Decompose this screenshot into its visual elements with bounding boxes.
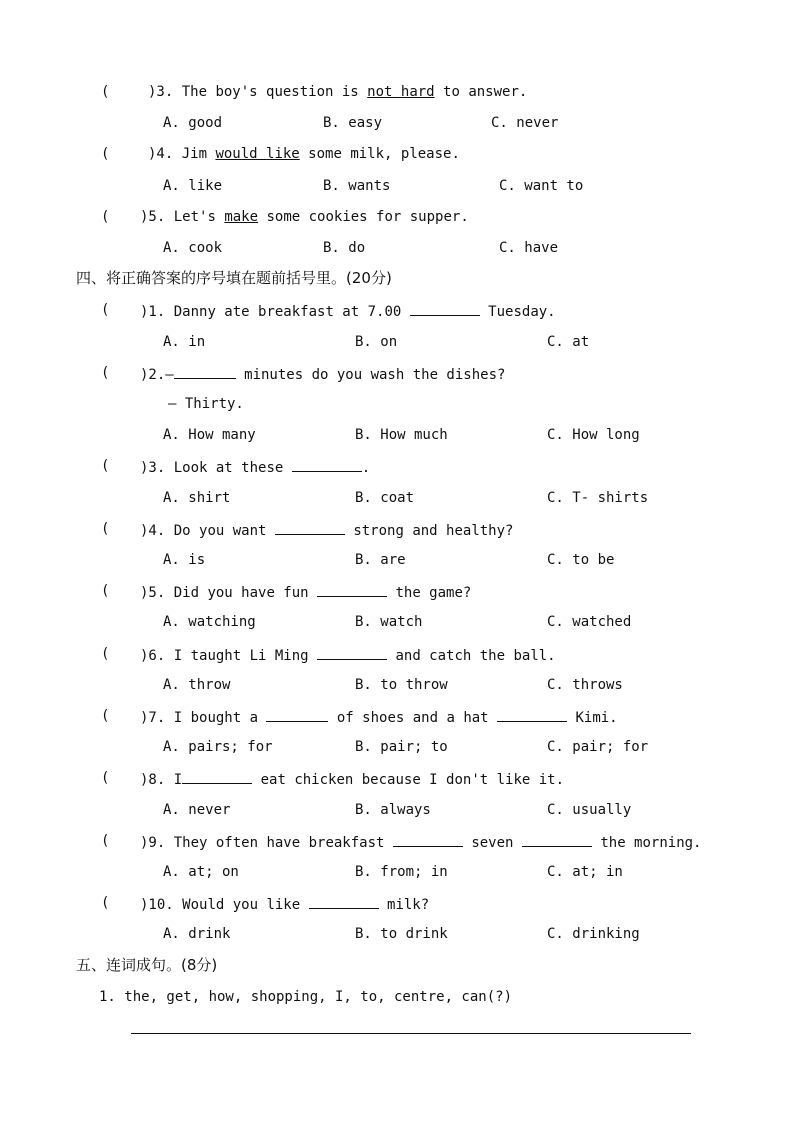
- option-c: C. throws: [547, 677, 623, 693]
- option-a: A. throw: [163, 677, 231, 693]
- question-text: the game?: [387, 585, 472, 601]
- blank[interactable]: [292, 457, 362, 472]
- question-text: .: [361, 460, 371, 476]
- section-5-heading: 五、连词成句。(8分): [76, 956, 218, 974]
- question-text: eat chicken because I don't like it.: [252, 772, 565, 788]
- question-number: )10.: [140, 897, 174, 913]
- question-text: The boy's question is: [181, 84, 368, 100]
- sentence-prompt-1: 1. the, get, how, shopping, I, to, centre, can(?): [99, 989, 513, 1005]
- option-c: C. drinking: [547, 926, 640, 942]
- question-number: )4.: [148, 146, 174, 162]
- question-number: )2.—: [140, 367, 174, 383]
- question-5: [140, 208, 469, 226]
- question-number: )3.: [148, 84, 174, 100]
- answer-bracket[interactable]: (: [101, 365, 110, 381]
- answer-bracket[interactable]: (: [101, 895, 110, 911]
- question-text: Jim: [181, 146, 216, 162]
- option-b: B. always: [355, 802, 431, 818]
- answer-bracket[interactable]: (: [101, 583, 110, 599]
- question-text: I bought a: [173, 710, 267, 726]
- underlined-phrase: not hard: [367, 84, 435, 100]
- question-4: [148, 145, 460, 163]
- blank[interactable]: [275, 520, 345, 535]
- question-6: [140, 645, 556, 665]
- option-c: C. watched: [547, 614, 632, 630]
- blank[interactable]: [317, 582, 387, 597]
- blank[interactable]: [393, 832, 463, 847]
- option-a: A. pairs; for: [163, 739, 273, 755]
- answer-bracket[interactable]: (: [101, 770, 110, 786]
- question-text: Tuesday.: [479, 304, 556, 320]
- question-text: of shoes and a hat: [328, 710, 498, 726]
- question-text: strong and healthy?: [344, 523, 514, 539]
- option-c: C. usually: [547, 802, 632, 818]
- option-a: A. good: [163, 115, 223, 131]
- question-number: )9.: [140, 835, 166, 851]
- blank[interactable]: [497, 707, 567, 722]
- question-text: seven: [462, 835, 522, 851]
- option-a: A. in: [163, 334, 206, 350]
- option-a: A. cook: [163, 240, 223, 256]
- option-c: C. at: [547, 334, 590, 350]
- question-text: the morning.: [591, 835, 702, 851]
- question-text: Do you want: [173, 523, 275, 539]
- answer-bracket[interactable]: (: [101, 458, 110, 474]
- option-a: A. is: [163, 552, 206, 568]
- answer-bracket[interactable]: (: [101, 708, 110, 724]
- question-3: [148, 83, 527, 101]
- option-a: A. at; on: [163, 864, 239, 880]
- option-a: A. drink: [163, 926, 231, 942]
- question-text: Kimi.: [567, 710, 618, 726]
- question-text: some cookies for supper.: [258, 209, 469, 225]
- option-c: C. T- shirts: [547, 490, 649, 506]
- option-b: B. wants: [323, 178, 391, 194]
- question-text: minutes do you wash the dishes?: [235, 367, 506, 383]
- option-b: B. How much: [355, 427, 448, 443]
- option-b: B. from; in: [355, 864, 448, 880]
- option-b: B. on: [355, 334, 398, 350]
- question-number: )5.: [140, 585, 166, 601]
- answer-bracket[interactable]: (: [101, 646, 110, 662]
- option-c: C. want to: [499, 178, 584, 194]
- underlined-phrase: would like: [215, 146, 300, 162]
- question-1: [140, 301, 556, 321]
- blank[interactable]: [317, 645, 387, 660]
- question-3: [140, 457, 370, 477]
- option-b: B. do: [323, 240, 366, 256]
- question-4: [140, 520, 513, 540]
- option-c: C. have: [499, 240, 559, 256]
- answer-bracket[interactable]: (: [101, 302, 110, 318]
- question-text: Danny ate breakfast at 7.00: [173, 304, 410, 320]
- blank[interactable]: [174, 364, 236, 379]
- section-4-heading: 四、将正确答案的序号填在题前括号里。(20分): [76, 269, 392, 287]
- question-text: Look at these: [173, 460, 292, 476]
- question-text: Would you like: [182, 897, 309, 913]
- question-5: [140, 582, 471, 602]
- question-7: [140, 707, 618, 727]
- option-c: C. How long: [547, 427, 640, 443]
- answer-bracket[interactable]: (: [101, 833, 110, 849]
- answer-bracket[interactable]: (: [101, 209, 110, 225]
- question-number: )7.: [140, 710, 166, 726]
- option-a: A. never: [163, 802, 231, 818]
- answer-bracket[interactable]: (: [101, 521, 110, 537]
- option-b: B. easy: [323, 115, 383, 131]
- question-text: I taught Li Ming: [173, 648, 318, 664]
- answer-bracket[interactable]: (: [101, 84, 110, 100]
- option-c: C. at; in: [547, 864, 623, 880]
- question-text: Did you have fun: [173, 585, 318, 601]
- question-number: )4.: [140, 523, 166, 539]
- option-c: C. to be: [547, 552, 615, 568]
- option-b: B. are: [355, 552, 406, 568]
- option-c: C. never: [491, 115, 559, 131]
- option-a: A. watching: [163, 614, 256, 630]
- answer-bracket[interactable]: (: [101, 146, 110, 162]
- question-8: [140, 769, 564, 789]
- question-text: They often have breakfast: [173, 835, 393, 851]
- question-text: milk?: [378, 897, 430, 913]
- answer-line[interactable]: [131, 1033, 691, 1034]
- option-b: B. coat: [355, 490, 415, 506]
- blank[interactable]: [309, 894, 379, 909]
- question-number: )5.: [140, 209, 166, 225]
- question-9: [140, 832, 701, 852]
- blank[interactable]: [522, 832, 592, 847]
- option-b: B. watch: [355, 614, 423, 630]
- option-b: B. to throw: [355, 677, 448, 693]
- option-b: B. to drink: [355, 926, 448, 942]
- blank[interactable]: [182, 769, 252, 784]
- option-b: B. pair; to: [355, 739, 448, 755]
- question-text: I: [173, 772, 183, 788]
- question-10: [140, 894, 429, 914]
- question-text: some milk, please.: [299, 146, 460, 162]
- underlined-phrase: make: [224, 209, 259, 225]
- option-a: A. shirt: [163, 490, 231, 506]
- reply-line: — Thirty.: [168, 396, 244, 412]
- question-text: and catch the ball.: [387, 648, 556, 664]
- option-a: A. like: [163, 178, 223, 194]
- question-number: )6.: [140, 648, 166, 664]
- question-2: [140, 364, 505, 384]
- blank[interactable]: [266, 707, 328, 722]
- question-number: )3.: [140, 460, 166, 476]
- question-text: Let's: [173, 209, 225, 225]
- question-number: )8.: [140, 772, 166, 788]
- question-number: )1.: [140, 304, 166, 320]
- question-text: to answer.: [434, 84, 528, 100]
- option-c: C. pair; for: [547, 739, 649, 755]
- option-a: A. How many: [163, 427, 256, 443]
- blank[interactable]: [410, 301, 480, 316]
